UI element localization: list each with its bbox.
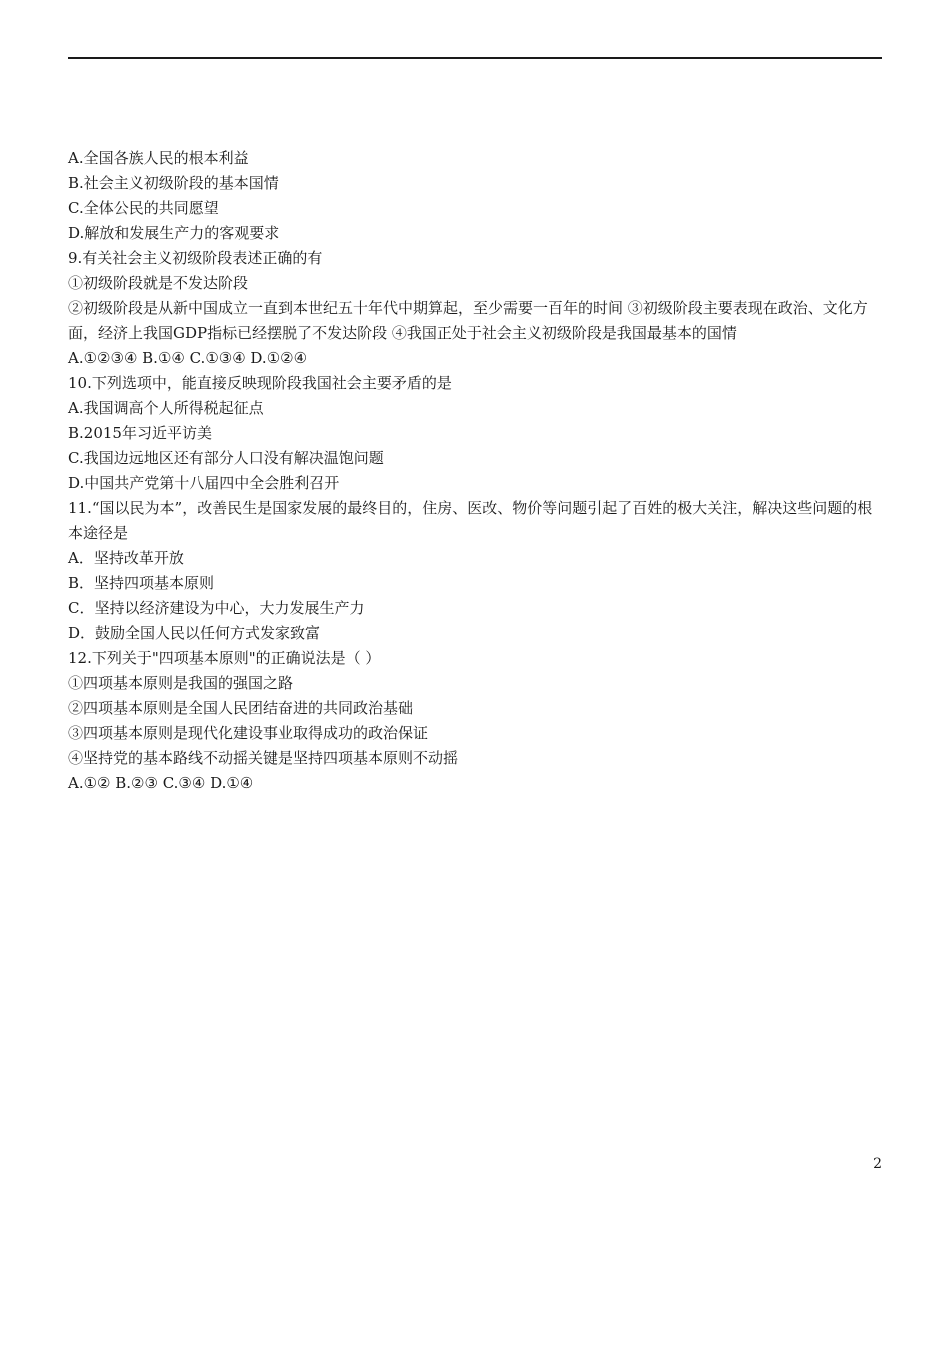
- option-d-line: D.解放和发展生产力的客观要求: [68, 224, 280, 242]
- option-c-line: C.全体公民的共同愿望: [68, 199, 219, 217]
- statement-line: ③四项基本原则是现代化建设事业取得成功的政治保证: [68, 724, 429, 742]
- page-number: 2: [873, 1156, 882, 1172]
- option-b-line: B.社会主义初级阶段的基本国情: [68, 174, 279, 192]
- option-a-line: A．坚持改革开放: [68, 549, 184, 567]
- statement-line: ②初级阶段是从新中国成立一直到本世纪五十年代中期算起，至少需要一百年的时间 ③初级阶段主要表现在政治、文化方面，经济上我国GDP指标已经摆脱了不发达阶段 ④我国正处于社会主义初级阶段是我国最基本的国情: [68, 299, 868, 342]
- option-c-line: C．坚持以经济建设为中心，大力发展生产力: [68, 599, 365, 617]
- option-d-line: D．鼓励全国人民以任何方式发家致富: [68, 624, 321, 642]
- option-d-line: D.中国共产党第十八届四中全会胜利召开: [68, 474, 340, 492]
- question-11: 11.“国以民为本”，改善民生是国家发展的最终目的，住房、医改、物价等问题引起了百姓的极大关注，解决这些问题的根本途径是: [68, 499, 873, 542]
- option-b-line: B.2015年习近平访美: [68, 424, 212, 442]
- document-body: [68, 146, 882, 796]
- statement-line: ①初级阶段就是不发达阶段: [68, 274, 249, 292]
- question-12: 12.下列关于"四项基本原则"的正确说法是（ ）: [68, 649, 381, 667]
- question-9: 9.有关社会主义初级阶段表述正确的有: [68, 249, 323, 267]
- statement-line: ②四项基本原则是全国人民团结奋进的共同政治基础: [68, 699, 414, 717]
- answer-choices: A.①②③④ B.①④ C.①③④ D.①②④: [68, 349, 308, 367]
- option-c-line: C.我国边远地区还有部分人口没有解决温饱问题: [68, 449, 384, 467]
- option-a-line: A.我国调高个人所得税起征点: [68, 399, 264, 417]
- question-10: 10.下列选项中，能直接反映现阶段我国社会主要矛盾的是: [68, 374, 452, 392]
- answer-choices: A.①② B.②③ C.③④ D.①④: [68, 774, 254, 792]
- option-b-line: B．坚持四项基本原则: [68, 574, 215, 592]
- header-rule: [68, 57, 882, 59]
- option-a-line: A.全国各族人民的根本利益: [68, 149, 249, 167]
- statement-line: ①四项基本原则是我国的强国之路: [68, 674, 294, 692]
- statement-line: ④坚持党的基本路线不动摇关键是坚持四项基本原则不动摇: [68, 749, 459, 767]
